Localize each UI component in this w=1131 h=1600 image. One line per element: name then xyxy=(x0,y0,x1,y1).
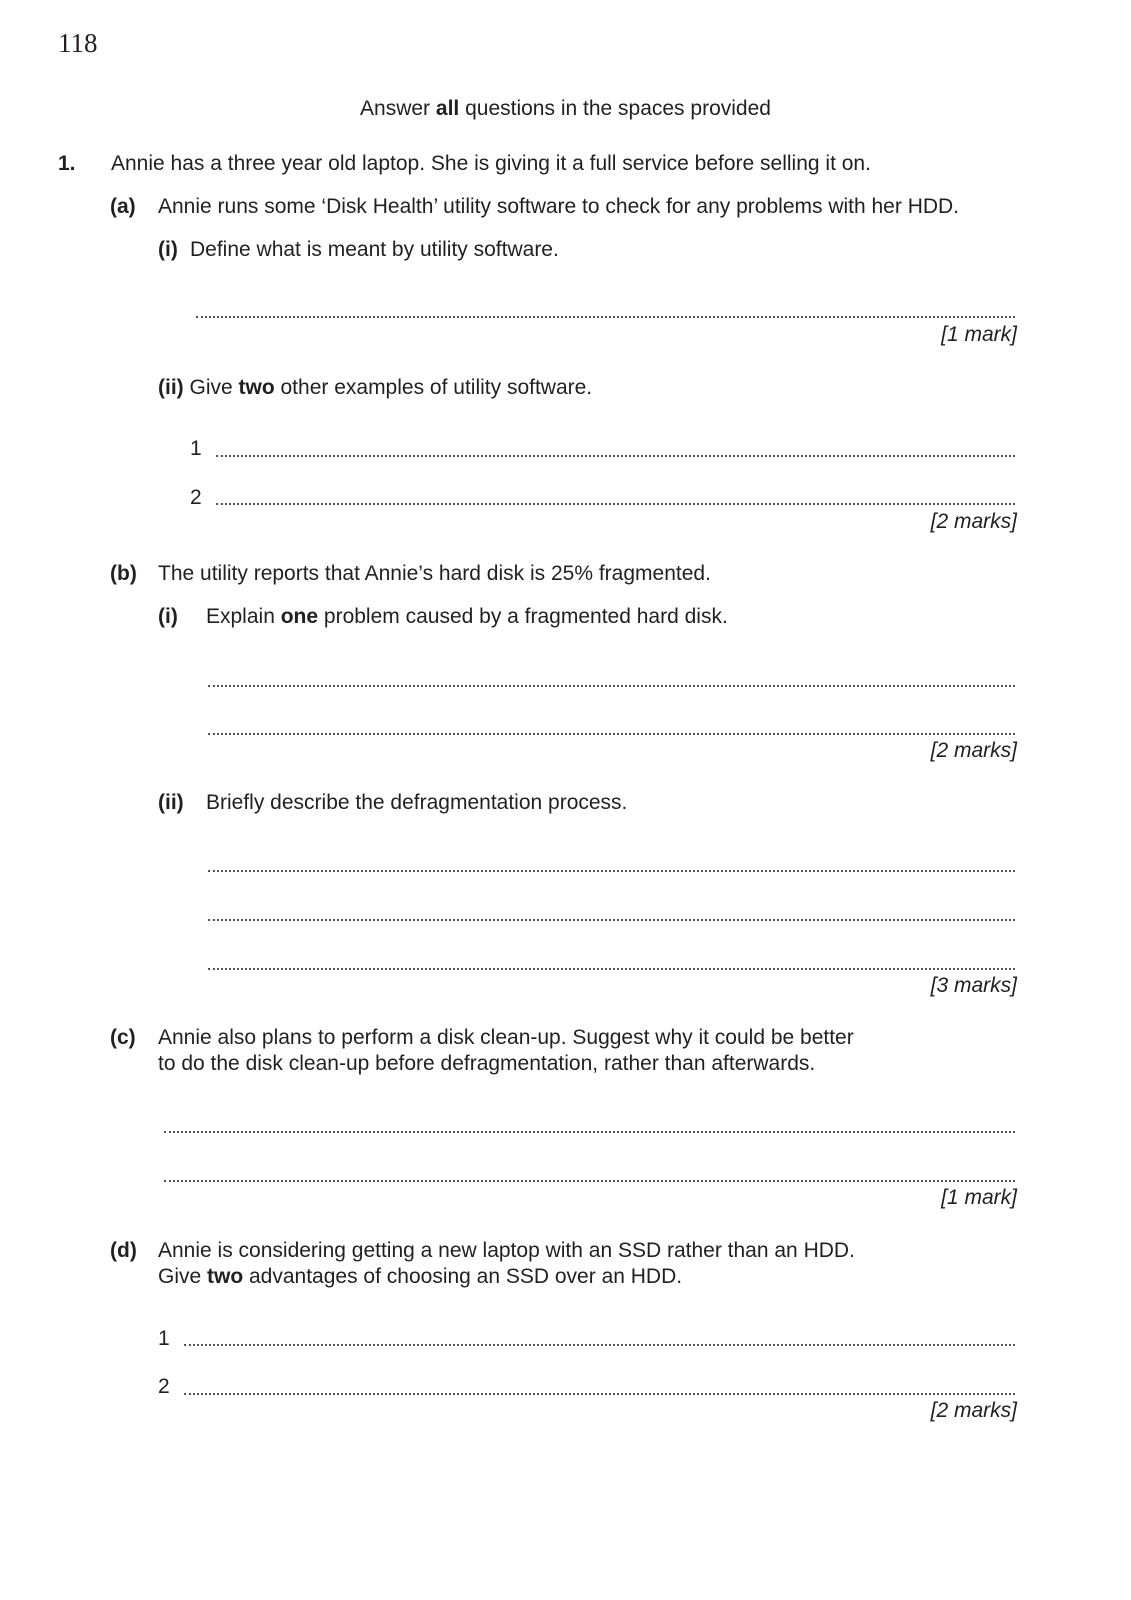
answer-line[interactable] xyxy=(208,968,1015,970)
answer-line[interactable] xyxy=(164,1180,1015,1182)
question-stem: Annie has a three year old laptop. She is giving it a full service before selling it on. xyxy=(111,152,871,175)
answer-number-1: 1 xyxy=(190,437,202,460)
part-a-i-text: Define what is meant by utility software. xyxy=(190,238,559,261)
part-b-i-label: (i) xyxy=(158,605,178,628)
part-a-label: (a) xyxy=(110,195,136,218)
part-d-line1: Annie is considering getting a new laptop with an SSD rather than an HDD. xyxy=(158,1239,855,1262)
part-a-ii-text: (ii) Give two other examples of utility software. xyxy=(158,376,593,399)
part-b-ii-label: (ii) xyxy=(158,791,184,814)
part-d-line2: Give two advantages of choosing an SSD over an HDD. xyxy=(158,1265,683,1288)
page-number: 118 xyxy=(58,28,98,58)
part-d-label: (d) xyxy=(110,1239,137,1262)
part-a-text: Annie runs some ‘Disk Health’ utility software to check for any problems with her HDD. xyxy=(158,195,960,218)
answer-line[interactable] xyxy=(208,733,1015,735)
marks-d: [2 marks] xyxy=(930,1399,1017,1422)
part-b-label: (b) xyxy=(110,562,137,585)
answer-line[interactable] xyxy=(208,870,1015,872)
answer-line[interactable] xyxy=(184,1393,1015,1395)
answer-number-2: 2 xyxy=(158,1375,170,1398)
answer-line[interactable] xyxy=(216,503,1015,505)
answer-number-1: 1 xyxy=(158,1327,170,1350)
answer-line[interactable] xyxy=(216,455,1015,457)
question-number: 1. xyxy=(58,152,76,175)
answer-number-2: 2 xyxy=(190,486,202,509)
part-c-line1: Annie also plans to perform a disk clean-up. Suggest why it could be better xyxy=(158,1026,854,1049)
part-b-i-text: Explain one problem caused by a fragmented hard disk. xyxy=(206,605,728,628)
marks-a-i: [1 mark] xyxy=(941,323,1017,346)
part-b-ii-text: Briefly describe the defragmentation process. xyxy=(206,791,628,814)
marks-a-ii: [2 marks] xyxy=(930,510,1017,533)
exam-instruction: Answer all questions in the spaces provided xyxy=(360,97,771,120)
marks-b-i: [2 marks] xyxy=(930,739,1017,762)
part-c-label: (c) xyxy=(110,1026,136,1049)
answer-line[interactable] xyxy=(208,919,1015,921)
part-a-i-label: (i) xyxy=(158,238,178,261)
answer-line[interactable] xyxy=(196,316,1015,318)
answer-line[interactable] xyxy=(164,1131,1015,1133)
answer-line[interactable] xyxy=(208,685,1015,687)
part-b-text: The utility reports that Annie’s hard disk is 25% fragmented. xyxy=(158,562,711,585)
marks-b-ii: [3 marks] xyxy=(930,974,1017,997)
marks-c: [1 mark] xyxy=(941,1186,1017,1209)
answer-line[interactable] xyxy=(184,1344,1015,1346)
part-c-line2: to do the disk clean-up before defragmentation, rather than afterwards. xyxy=(158,1052,816,1075)
